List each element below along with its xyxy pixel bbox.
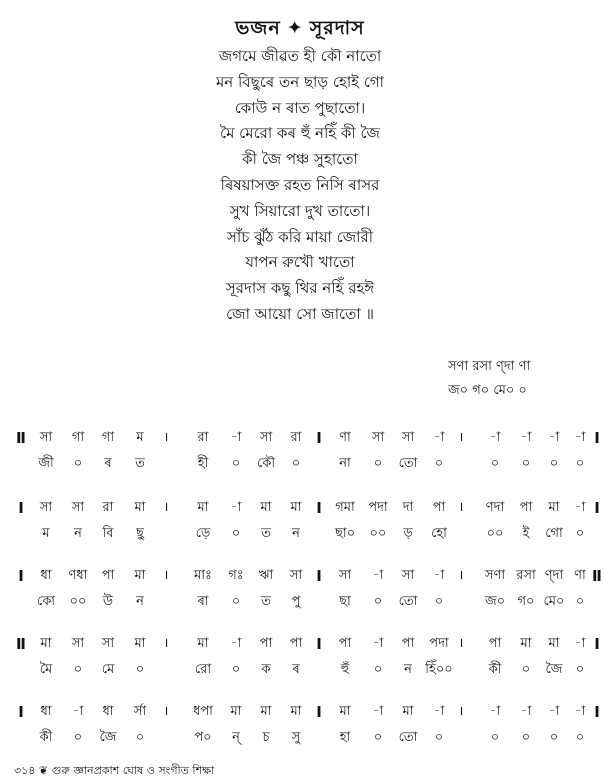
swara-cell: গমা bbox=[335, 500, 355, 515]
verse-line: কী জৈ পঞ্চ সুহাতো bbox=[242, 150, 358, 169]
lyric-cell: ০ bbox=[231, 456, 241, 471]
lyric-cell: ক bbox=[261, 662, 271, 677]
swara-cell: ণা bbox=[339, 430, 351, 445]
swara-cell: পা bbox=[401, 636, 415, 651]
lyric-row bbox=[14, 521, 596, 547]
swara-cell: সা bbox=[401, 430, 415, 445]
lyric-cell: সু bbox=[291, 730, 301, 745]
swara-cell: পা bbox=[259, 636, 273, 651]
notation-block bbox=[14, 495, 600, 547]
swara-cell: ধা bbox=[40, 704, 52, 719]
lyric-cell: ০ bbox=[373, 594, 383, 609]
lyric-cell: ০ bbox=[73, 456, 83, 471]
swara-cell: পা bbox=[289, 636, 303, 651]
swara-cell: -া bbox=[72, 704, 84, 719]
swara-cell: I bbox=[316, 499, 322, 517]
swara-cell: -া bbox=[372, 704, 384, 719]
lyric-cell: কী bbox=[39, 730, 53, 745]
lyric-cell: ০ bbox=[549, 456, 559, 471]
swara-cell: পা bbox=[338, 636, 352, 651]
lyric-cell: ড়ে bbox=[195, 526, 211, 541]
swara-cell: ধা bbox=[40, 568, 52, 583]
swara-cell: পদা bbox=[368, 500, 388, 515]
swara-cell: -া bbox=[489, 430, 501, 445]
swara-cell: -া bbox=[372, 568, 384, 583]
swara-cell: Ⅱ bbox=[592, 567, 602, 585]
swara-cell: । bbox=[163, 636, 169, 651]
swara-cell: ণদা bbox=[485, 500, 505, 515]
lyric-cell: গো bbox=[545, 526, 563, 541]
swara-cell: I bbox=[18, 703, 24, 721]
swara-cell: । bbox=[163, 430, 169, 445]
page-title bbox=[0, 14, 600, 46]
swara-cell: । bbox=[163, 704, 169, 719]
swara-cell: সণা bbox=[484, 568, 506, 583]
lyric-cell: প০ bbox=[194, 730, 212, 745]
swara-cell: -া bbox=[433, 704, 445, 719]
swara-cell: সা bbox=[289, 568, 303, 583]
lyric-row bbox=[14, 657, 596, 683]
swara-row bbox=[14, 699, 600, 725]
notation-block bbox=[14, 563, 602, 615]
swara-cell: সা bbox=[401, 568, 415, 583]
key-words: জ০ গ০ মে০ ০ bbox=[448, 383, 527, 398]
swara-cell: -া bbox=[520, 704, 532, 719]
lyric-cell: ০ bbox=[231, 594, 241, 609]
lyric-cell: হী bbox=[197, 456, 209, 471]
lyric-cell: ৰ bbox=[292, 662, 300, 677]
page-footer: ৩১৪ ❦ গুরু জ্ঞানপ্রকাশ ঘোষ ও সংগীত শিক্ষা bbox=[14, 764, 215, 777]
swara-cell: -া bbox=[548, 430, 560, 445]
swara-cell: ম bbox=[136, 430, 144, 445]
lyric-cell: ০ bbox=[73, 662, 83, 677]
lyric-cell: মে০ bbox=[543, 594, 565, 609]
verse-block bbox=[0, 44, 600, 328]
swara-cell: -া bbox=[574, 704, 586, 719]
lyric-cell: ছু bbox=[136, 526, 144, 541]
lyric-cell: ০ bbox=[490, 730, 500, 745]
swara-cell: রা bbox=[102, 500, 114, 515]
lyric-cell: জৈ bbox=[545, 662, 563, 677]
swara-cell: দা bbox=[402, 500, 414, 515]
swara-row bbox=[14, 495, 600, 521]
swara-cell: ণা bbox=[574, 568, 586, 583]
lyric-cell: ড় bbox=[403, 526, 413, 541]
swara-cell: সা bbox=[39, 500, 53, 515]
swara-cell: মা bbox=[339, 704, 351, 719]
lyric-cell: ০ bbox=[231, 526, 241, 541]
lyric-cell: কৌ bbox=[256, 456, 276, 471]
swara-cell: পা bbox=[519, 500, 533, 515]
swara-cell: I bbox=[594, 499, 600, 517]
star-icon: ✦ bbox=[286, 17, 304, 39]
lyric-cell: ০ bbox=[575, 594, 585, 609]
swara-cell: I bbox=[594, 703, 600, 721]
lyric-cell: ০ bbox=[521, 730, 531, 745]
lyric-cell: ন bbox=[404, 662, 412, 677]
lyric-cell: না bbox=[339, 456, 351, 471]
lyric-cell: ০০ bbox=[369, 526, 387, 541]
swara-cell: I bbox=[18, 567, 24, 585]
lyric-row bbox=[14, 725, 596, 751]
swara-cell: মা bbox=[230, 704, 242, 719]
title-left: ভজন bbox=[235, 17, 281, 39]
swara-cell: মা bbox=[520, 636, 532, 651]
swara-cell: । bbox=[458, 568, 464, 583]
lyric-cell: উ bbox=[102, 594, 114, 609]
swara-cell: ঋা bbox=[258, 568, 274, 583]
swara-cell: । bbox=[458, 704, 464, 719]
swara-cell: মা bbox=[197, 636, 209, 651]
swara-cell: মা bbox=[134, 636, 146, 651]
lyric-cell: মৈ bbox=[39, 662, 53, 677]
verse-line: সুখ সিয়ারো দুখ তাতো। bbox=[229, 201, 371, 220]
lyric-cell: ০ bbox=[373, 730, 383, 745]
swara-cell: মা bbox=[290, 500, 302, 515]
swara-cell: ধা bbox=[102, 704, 114, 719]
swara-row bbox=[14, 631, 600, 657]
swara-cell: -া bbox=[230, 636, 242, 651]
lyric-cell: কো bbox=[36, 594, 56, 609]
lyric-cell: হুঁ bbox=[340, 662, 350, 677]
lyric-cell: মে bbox=[101, 662, 115, 677]
verse-line: মন বিছুৰে তন ছাড় হোই গো bbox=[215, 72, 385, 91]
swara-cell: রা bbox=[290, 430, 302, 445]
lyric-cell: ন bbox=[136, 594, 144, 609]
title-right: সূরদাস bbox=[309, 17, 365, 39]
lyric-cell: ০ bbox=[135, 730, 145, 745]
lyric-cell: ০ bbox=[434, 730, 444, 745]
lyric-cell: ০ bbox=[231, 662, 241, 677]
lyric-row bbox=[14, 589, 596, 615]
lyric-cell: ০ bbox=[575, 526, 585, 541]
verse-line: জগমে জীৱত হী কৌ নাতো bbox=[218, 47, 382, 65]
swara-cell: -া bbox=[574, 430, 586, 445]
swara-cell: মা bbox=[197, 500, 209, 515]
lyric-cell: ত bbox=[135, 456, 145, 471]
swara-cell: রসা bbox=[516, 568, 536, 583]
lyric-cell: জ০ bbox=[484, 594, 506, 609]
swara-cell: সা bbox=[259, 430, 273, 445]
swara-cell: ণ্দা bbox=[544, 568, 564, 583]
lyric-cell: জৈ bbox=[99, 730, 117, 745]
lyric-cell: ০ bbox=[521, 662, 531, 677]
swara-cell: I bbox=[316, 567, 322, 585]
lyric-cell: ৰ bbox=[104, 456, 112, 471]
swara-cell: । bbox=[163, 500, 169, 515]
verse-line: যাপন রুখৌ খাতো bbox=[245, 253, 355, 272]
lyric-cell: ০০ bbox=[486, 526, 504, 541]
lyric-cell: তো bbox=[398, 730, 418, 745]
swara-cell: I bbox=[316, 429, 322, 447]
swara-cell: পা bbox=[432, 500, 446, 515]
lyric-cell: ছা bbox=[339, 594, 351, 609]
lyric-cell: ন্ bbox=[232, 730, 240, 745]
lyric-cell: ০০ bbox=[69, 594, 87, 609]
swara-cell: -া bbox=[548, 704, 560, 719]
lyric-cell: ত bbox=[261, 526, 271, 541]
swara-cell: সা bbox=[371, 430, 385, 445]
lyric-cell: ০ bbox=[549, 730, 559, 745]
notation-block bbox=[14, 631, 600, 683]
swara-cell: গঃ bbox=[228, 568, 244, 583]
swara-cell: মা bbox=[402, 704, 414, 719]
swara-cell: I bbox=[594, 635, 600, 653]
swara-cell: । bbox=[458, 636, 464, 651]
swara-cell: I bbox=[316, 635, 322, 653]
swara-cell: সা bbox=[39, 430, 53, 445]
swara-cell: মা bbox=[548, 500, 560, 515]
swara-cell: -া bbox=[574, 500, 586, 515]
swara-cell: মা bbox=[548, 636, 560, 651]
verse-line: কোউ ন ৰাত পুছাতো। bbox=[234, 98, 366, 117]
lyric-cell: পু bbox=[291, 594, 301, 609]
swara-cell: ণধা bbox=[68, 568, 88, 583]
swara-cell: মা bbox=[134, 568, 146, 583]
lyric-cell: ০ bbox=[291, 456, 301, 471]
lyric-cell: ০ bbox=[575, 662, 585, 677]
swara-cell: -া bbox=[433, 430, 445, 445]
swara-cell: -া bbox=[433, 568, 445, 583]
swara-cell: I bbox=[594, 429, 600, 447]
swara-cell: পদা bbox=[429, 636, 449, 651]
lyric-row bbox=[14, 451, 596, 477]
lyric-cell: ০ bbox=[575, 730, 585, 745]
swara-cell: -া bbox=[230, 430, 242, 445]
swara-cell: সা bbox=[338, 568, 352, 583]
swara-cell: গা bbox=[101, 430, 115, 445]
verse-line: জো আয়ো সো জাতো ॥ bbox=[226, 304, 374, 323]
swara-cell: ধপা bbox=[193, 704, 213, 719]
swara-cell: সা bbox=[71, 500, 85, 515]
lyric-cell: ০ bbox=[575, 456, 585, 471]
lyric-cell: হো bbox=[431, 526, 447, 541]
swara-cell: I bbox=[316, 703, 322, 721]
swara-cell: পা bbox=[101, 568, 115, 583]
lyric-cell: হিঁ০০ bbox=[425, 662, 453, 677]
lyric-cell: ত bbox=[261, 594, 271, 609]
swara-cell: । bbox=[458, 430, 464, 445]
lyric-cell: তো bbox=[398, 594, 418, 609]
notation-block bbox=[14, 425, 600, 477]
swara-cell: র্সা bbox=[133, 704, 147, 719]
lyric-cell: ০ bbox=[434, 594, 444, 609]
lyric-cell: ০ bbox=[521, 456, 531, 471]
swara-cell: মা bbox=[290, 704, 302, 719]
lyric-cell: ম bbox=[42, 526, 50, 541]
swara-cell: রা bbox=[197, 430, 209, 445]
lyric-cell: ০ bbox=[490, 456, 500, 471]
lyric-cell: ছা০ bbox=[334, 526, 356, 541]
lyric-cell: ৰা bbox=[197, 594, 209, 609]
swara-cell: Ⅱ bbox=[16, 429, 26, 447]
lyric-cell: ন bbox=[292, 526, 300, 541]
swara-cell: মা bbox=[134, 500, 146, 515]
lyric-cell: ই bbox=[522, 526, 530, 541]
swara-cell: গা bbox=[71, 430, 85, 445]
lyric-cell: জী bbox=[38, 456, 54, 471]
lyric-cell: ০ bbox=[434, 456, 444, 471]
swara-cell: মা bbox=[260, 500, 272, 515]
lyric-cell: বি bbox=[102, 526, 114, 541]
swara-cell: I bbox=[18, 499, 24, 517]
verse-line: সাঁচ ঝুঁঠ করি মায়া জোরী bbox=[226, 227, 374, 246]
lyric-cell: হা bbox=[339, 730, 351, 745]
verse-line: ৰিষয়াসক্ত রহত নিসি ৰাসর bbox=[220, 175, 380, 194]
swara-cell: -া bbox=[520, 430, 532, 445]
swara-cell: -া bbox=[489, 704, 501, 719]
swara-cell: Ⅱ bbox=[16, 635, 26, 653]
swara-cell: সা bbox=[101, 636, 115, 651]
swara-cell: -া bbox=[574, 636, 586, 651]
lyric-cell: ০ bbox=[373, 456, 383, 471]
swara-cell: মা bbox=[40, 636, 52, 651]
lyric-cell: রো bbox=[194, 662, 212, 677]
lyric-cell: তো bbox=[398, 456, 418, 471]
lyric-cell: ন bbox=[74, 526, 82, 541]
verse-line: মৈ মেরো কৰ হুঁ নহিঁ কী জৈ bbox=[220, 124, 380, 143]
swara-cell: । bbox=[458, 500, 464, 515]
swara-cell: -া bbox=[230, 500, 242, 515]
key-notes: সণা রসা ণ্দা ণা bbox=[448, 359, 531, 374]
lyric-cell: ০ bbox=[73, 730, 83, 745]
notation-block bbox=[14, 699, 600, 751]
swara-cell: মা bbox=[260, 704, 272, 719]
lyric-cell: কী bbox=[488, 662, 502, 677]
lyric-cell: চ bbox=[262, 730, 270, 745]
lyric-cell: ০ bbox=[135, 662, 145, 677]
lyric-cell: ০ bbox=[373, 662, 383, 677]
lyric-cell: গ০ bbox=[517, 594, 535, 609]
swara-row bbox=[14, 425, 600, 451]
swara-cell: -া bbox=[372, 636, 384, 651]
swara-cell: । bbox=[163, 568, 169, 583]
swara-cell: পা bbox=[488, 636, 502, 651]
swara-row bbox=[14, 563, 602, 589]
swara-cell: মাঃ bbox=[194, 568, 212, 583]
verse-line: সূরদাস কছু থির নহিঁ রহঈ bbox=[225, 279, 375, 298]
swara-cell: সা bbox=[71, 636, 85, 651]
